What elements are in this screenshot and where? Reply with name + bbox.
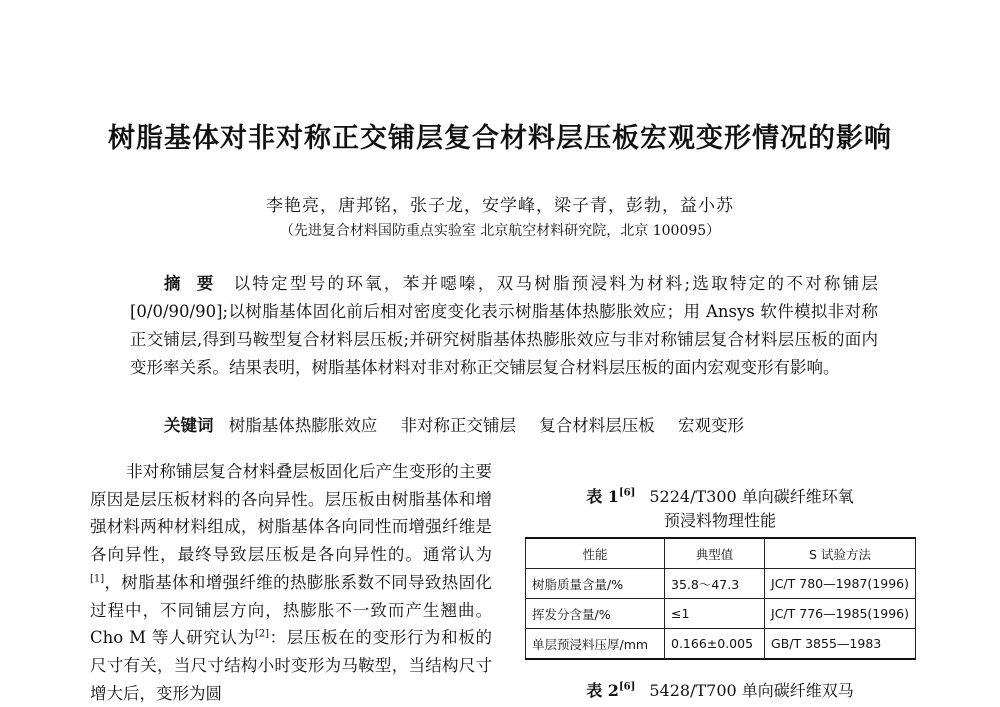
table-cell: 树脂质量含量/% xyxy=(526,569,665,599)
keyword-item: 树脂基体热膨胀效应 xyxy=(228,416,378,435)
table-cell: JC/T 780—1987(1996) xyxy=(765,569,916,599)
table-cell: 单层预浸料压厚/mm xyxy=(526,629,665,660)
abstract-block xyxy=(130,270,878,382)
body-text-part: ：层压板在的变形行为和板的尺寸有关，当尺寸结构小时变形为马鞍型，当结构尺寸增大后，变形为圆 xyxy=(90,628,492,703)
author-list: 李艳亮，唐邦铭，张子龙，安学峰，梁子青，彭勃，益小苏 xyxy=(266,196,734,216)
table1-label: 表 1[6] xyxy=(586,487,636,506)
body-paragraph xyxy=(90,458,492,707)
table2-caption xyxy=(520,678,920,701)
table-header: 性能 xyxy=(526,538,665,569)
keyword-item: 复合材料层压板 xyxy=(539,416,655,435)
citation-ref: [2] xyxy=(254,628,269,640)
table-row xyxy=(526,599,916,629)
table-cell: 0.166±0.005 xyxy=(665,629,765,660)
affiliation: （先进复合材料国防重点实验室 北京航空材料研究院，北京 100095） xyxy=(279,223,721,239)
table2-caption-line1: 5428/T700 单向碳纤维双马 xyxy=(649,681,854,700)
table-row xyxy=(526,629,916,660)
body-text-part: 非对称铺层复合材料叠层板固化后产生变形的主要原因是层压板材料的各向异性。层压板由树脂基体和增强材料两种材料组成，树脂基体各向同性而增强纤维是各向异性，最终导致层压板是各向异性的。通常认为 xyxy=(90,462,492,565)
paper-title: 树脂基体对非对称正交铺层复合材料层压板宏观变形情况的影响 xyxy=(108,123,892,154)
table1-caption-line1: 5224/T300 单向碳纤维环氧 xyxy=(649,487,854,506)
body-text-part: ，树脂基体和增强纤维的热膨胀系数不同导致热固化过程中，不同铺层方向，热膨胀不一致而产生翘曲。Cho M 等人研究认为 xyxy=(90,572,492,648)
table-header-row xyxy=(526,538,916,569)
citation-ref: [6] xyxy=(618,487,636,499)
table1-caption-line2: 预浸料物理性能 xyxy=(663,511,776,530)
keywords-label: 关键词 xyxy=(164,416,214,435)
table2-label: 表 2[6] xyxy=(586,681,636,700)
citation-ref: [6] xyxy=(618,681,636,693)
table-header: S 试验方法 xyxy=(765,538,916,569)
abstract-text: 以特定型号的环氧，苯并噁嗪，双马树脂预浸料为材料;选取特定的不对称铺层[0/0/90/90];以树脂基体固化前后相对密度变化表示树脂基体热膨胀效应；用 Ansys 软件模拟非对称正交铺层,得到马鞍型复合材料层压板;并研究树脂基体热膨胀效应与非对称铺层复合材料层压板的面内变形率关系。结果表明，树脂基体材料对非对称正交铺层复合材料层压板的面内宏观变形有影响。 xyxy=(130,274,879,377)
keywords-block xyxy=(164,412,762,436)
keyword-item: 非对称正交铺层 xyxy=(400,416,516,435)
abstract-label: 摘要 xyxy=(164,274,230,293)
table1 xyxy=(525,537,916,660)
table-cell: ≤1 xyxy=(665,599,765,629)
table1-caption xyxy=(520,484,920,507)
table-cell: GB/T 3855—1983 xyxy=(765,629,916,660)
table-header: 典型值 xyxy=(665,538,765,569)
table-row xyxy=(526,569,916,599)
table-cell: 挥发分含量/% xyxy=(526,599,665,629)
table-cell: JC/T 776—1985(1996) xyxy=(765,599,916,629)
citation-ref: [1] xyxy=(90,573,105,585)
table-cell: 35.8～47.3 xyxy=(665,569,765,599)
keyword-item: 宏观变形 xyxy=(678,416,744,435)
